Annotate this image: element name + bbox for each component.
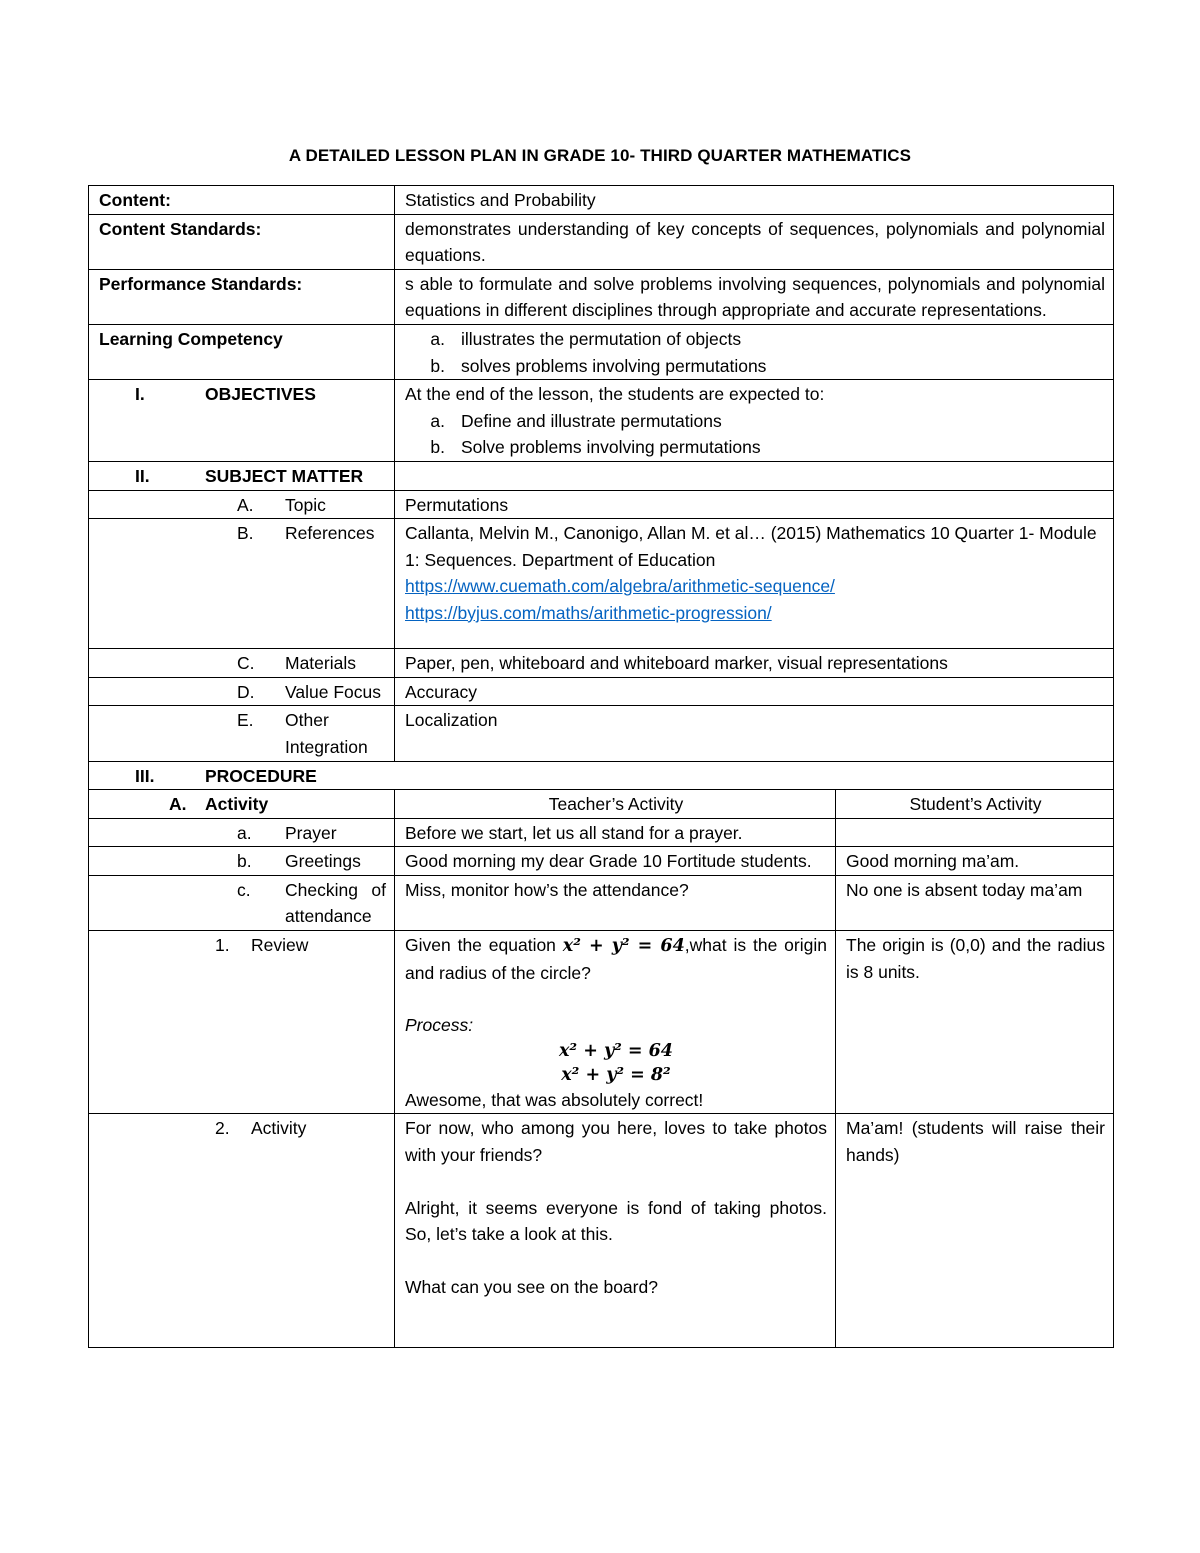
- objectives-body: [395, 380, 1114, 462]
- prayer-label: Prayer: [285, 822, 337, 843]
- objectives-intro: At the end of the lesson, the students are expected to:: [405, 384, 825, 405]
- content-standards-value: demonstrates understanding of key concepts of sequences, polynomials and polynomial equations.: [395, 214, 1114, 269]
- page-title: A DETAILED LESSON PLAN IN GRADE 10- THIRD QUARTER MATHEMATICS: [288, 146, 912, 165]
- row-activity: 2. Activity For now, who among you here, loves to take photos with your friends? Alright, it seems everyone is fond of taking photos. So, let’s take a look at this. What can you see on the board? Ma’am! (students will raise their hands): [89, 1114, 1114, 1348]
- greetings-teacher: Good morning my dear Grade 10 Fortitude students.: [395, 847, 836, 876]
- review-student: The origin is (0,0) and the radius is 8 units.: [836, 931, 1114, 1114]
- process-label: Process:: [405, 1015, 474, 1036]
- reference-link-byjus[interactable]: https://byjus.com/maths/arithmetic-progression/: [405, 602, 772, 623]
- attendance-student: No one is absent today ma’am: [836, 875, 1114, 930]
- row-activity-header: A. Activity Teacher’s Activity Student’s Activity: [89, 790, 1114, 819]
- process-step-1: x² + y² = 64: [559, 1040, 673, 1061]
- row-review: 1. Review Given the equation x² + y² = 64,what is the origin and radius of the circle? Process: x² + y² = 64 x² + y² = 8² Awesome, that was absolutely correct! The origin is (0,0) and the radius is 8 units.: [89, 931, 1114, 1114]
- row-other-integration: E. Other Integration Localization: [89, 706, 1114, 761]
- list-item: b. Solve problems involving permutations: [430, 437, 761, 458]
- attendance-label: Checking of attendance: [285, 879, 386, 927]
- list-item: b. solves problems involving permutations: [430, 355, 767, 376]
- greetings-student: Good morning ma’am.: [836, 847, 1114, 876]
- subject-matter-label: SUBJECT MATTER: [205, 465, 364, 486]
- procedure-label: PROCEDURE: [205, 765, 317, 786]
- activity-student: Ma’am! (students will raise their hands): [836, 1114, 1114, 1348]
- references-body: [395, 519, 1114, 649]
- value-focus-label: Value Focus: [285, 681, 381, 702]
- review-teacher: Given the equation x² + y² = 64,what is the origin and radius of the circle? Process: x² + y² = 64 x² + y² = 8² Awesome, that was absolutely correct!: [395, 931, 836, 1114]
- row-greetings: b. Greetings Good morning my dear Grade 10 Fortitude students. Good morning ma’am.: [89, 847, 1114, 876]
- references-label: References: [285, 523, 375, 544]
- greetings-label: Greetings: [285, 851, 361, 872]
- review-label: Review: [251, 935, 309, 956]
- topic-label: Topic: [285, 494, 326, 515]
- row-content-standards: [89, 214, 1114, 269]
- row-materials: C. Materials Paper, pen, whiteboard and whiteboard marker, visual representations: [89, 649, 1114, 678]
- process-step-2: x² + y² = 8²: [561, 1064, 671, 1085]
- student-activity-header: Student’s Activity: [836, 790, 1114, 819]
- row-learning-competency: [89, 324, 1114, 379]
- row-subject-matter: [89, 461, 1114, 490]
- row-topic: A. Topic Permutations: [89, 490, 1114, 519]
- procedure-numeral: III.: [135, 765, 155, 786]
- list-item: a. Define and illustrate permutations: [430, 410, 722, 431]
- row-references: B. References Callanta, Melvin M., Canonigo, Allan M. et al… (2015) Mathematics 10 Quarter 1- Module 1: Sequences. Department of Education https://www.cuemath.com/algebra/arithmetic-sequence/ https://byjus.com/maths/arithmetic-progression/: [89, 519, 1114, 649]
- row-attendance: c. Checking of attendance Miss, monitor how’s the attendance? No one is absent today ma’am: [89, 875, 1114, 930]
- row-performance-standards: [89, 269, 1114, 324]
- topic-value: Permutations: [395, 490, 1114, 519]
- procedure-heading: [89, 761, 1114, 790]
- content-value: Statistics and Probability: [395, 186, 1114, 215]
- row-objectives: [89, 380, 1114, 462]
- reference-link-cuemath[interactable]: https://www.cuemath.com/algebra/arithmetic-sequence/: [405, 576, 835, 597]
- performance-standards-value: s able to formulate and solve problems involving sequences, polynomials and polynomial equations in different disciplines through appropriate and accurate representations.: [395, 269, 1114, 324]
- review-closing: Awesome, that was absolutely correct!: [405, 1089, 704, 1110]
- performance-standards-label: Performance Standards:: [89, 269, 395, 324]
- review-equation: x² + y² = 64: [562, 936, 685, 957]
- row-procedure: [89, 761, 1114, 790]
- activity-header-label: Activity: [205, 794, 269, 815]
- learning-competency-list: [395, 324, 1114, 379]
- content-label: Content:: [89, 186, 395, 215]
- materials-label: Materials: [285, 653, 356, 674]
- attendance-teacher: Miss, monitor how’s the attendance?: [395, 875, 836, 930]
- subject-matter-heading: [89, 461, 395, 490]
- teacher-activity-header: Teacher’s Activity: [395, 790, 836, 819]
- prayer-student: [836, 818, 1114, 847]
- value-focus-value: Accuracy: [395, 677, 1114, 706]
- materials-value: Paper, pen, whiteboard and whiteboard marker, visual representations: [395, 649, 1114, 678]
- objectives-label: OBJECTIVES: [205, 384, 316, 405]
- lesson-plan-table: [88, 185, 1114, 1348]
- other-integration-label: Other Integration: [285, 710, 368, 757]
- learning-competency-label: Learning Competency: [89, 324, 395, 379]
- objectives-numeral: I.: [135, 384, 145, 405]
- row-prayer: a. Prayer Before we start, let us all stand for a prayer.: [89, 818, 1114, 847]
- subject-matter-numeral: II.: [135, 465, 150, 486]
- objectives-heading: [89, 380, 395, 462]
- activity-label: Activity: [251, 1118, 307, 1139]
- activity-teacher: For now, who among you here, loves to take photos with your friends? Alright, it seems everyone is fond of taking photos. So, let’s take a look at this. What can you see on the board?: [395, 1114, 836, 1348]
- row-value-focus: D. Value Focus Accuracy: [89, 677, 1114, 706]
- content-standards-label: Content Standards:: [89, 214, 395, 269]
- row-content: [89, 186, 1114, 215]
- other-integration-value: Localization: [395, 706, 1114, 761]
- prayer-teacher: Before we start, let us all stand for a prayer.: [395, 818, 836, 847]
- list-item: a. illustrates the permutation of objects: [430, 328, 742, 349]
- references-citation: Callanta, Melvin M., Canonigo, Allan M. et al… (2015) Mathematics 10 Quarter 1- Module 1: Sequences. Department of Education: [405, 523, 1097, 570]
